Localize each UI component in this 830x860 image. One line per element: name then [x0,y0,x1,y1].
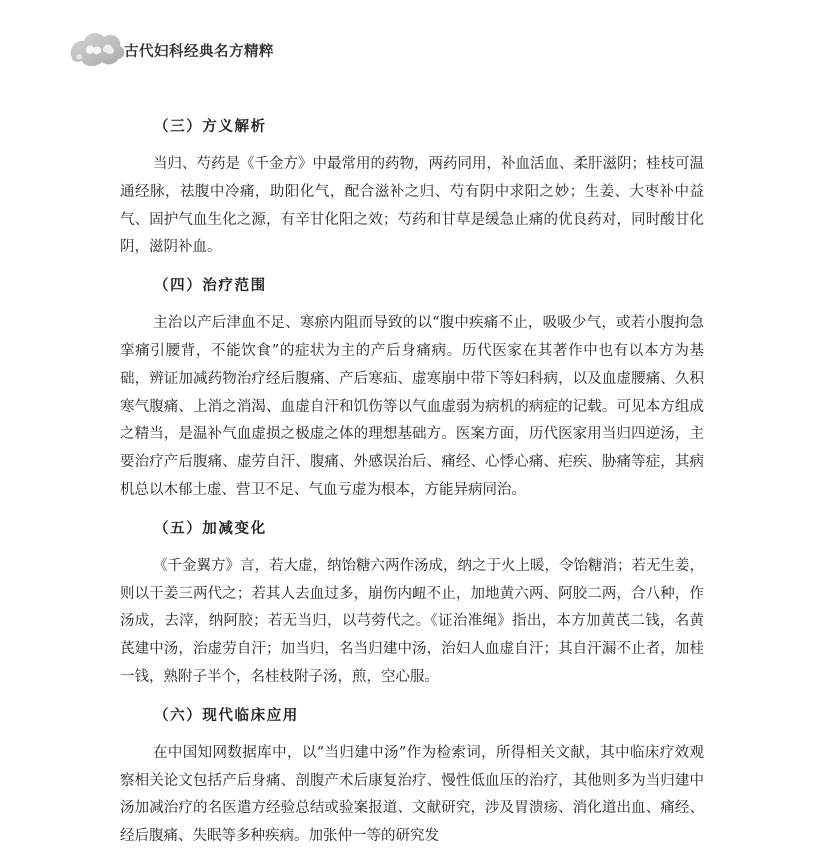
section-zhiliao-fanwei [120,270,704,505]
page-body [120,111,704,851]
section-fangyi-jiexi [120,111,704,262]
section-heading: （三）方义解析 [154,118,267,135]
section-jiajian-bianhua [120,513,704,692]
section-xiandai-linchuang [120,700,704,851]
section-heading: （六）现代临床应用 [154,706,299,724]
paragraph: 当归、芍药是《千金方》中最常用的药物，两药同用，补血活血、柔肝滋阴；桂枝可温通经脉，祛腹中冷痛，助阳化气，配合滋补之归、芍有阴中求阳之妙；生姜、大枣补中益气、固护气血生化之源，有辛甘化阳之效；芍药和甘草是缓急止痛的优良药对，同时酸甘化阴，滋阴补血。 [120,156,704,256]
page-header [66,28,466,74]
book-title: 古代妇科经典名方精粹 [124,44,274,60]
paragraph: 主治以产后津血不足、寒瘀内阻而导致的以“腹中疾痛不止，吸吸少气，或若小腹拘急挛痛引腰背，不能饮食”的症状为主的产后身痛病。历代医家在其著作中也有以本方为基础，辨证加减药物治疗经后腹痛、产后寒疝、虚寒崩中带下等妇科病，以及血虚腰痛、久积寒气腹痛、上消之消渴、血虚自汗和饥伤等以气血虚弱为病机的病症的记载。可见本方组成之精当，是温补气血虚损之极虚之体的理想基础方。医案方面，历代医家用当归四逆汤，主要治疗产后腹痛、虚劳自汗、腹痛、外感误治后、痛经、心悸心痛、疟疾、胁痛等症，其病机总以木郁土虚、营卫不足、气血亏虚为根本，方能异病同治。 [120,315,704,498]
section-heading: （四）治疗范围 [154,277,267,295]
section-heading: （五）加减变化 [154,519,267,537]
cloud-icon [66,28,130,74]
paragraph: 《千金翼方》言，若大虚，纳饴糖六两作汤成，纳之于火上暖，令饴糖消；若无生姜，则以干姜三两代之；若其人去血过多，崩伤内衄不止，加地黄六两、阿胶二两，合八种，作汤成，去滓，纳阿胶；若无当归，以芎䓖代之。《证治准绳》指出，本方加黄芪二钱，名黄芪建中汤，治虚劳自汗；加当归，名当归建中汤，治妇人血虚自汗；其自汗漏不止者，加桂一钱，熟附子半个，名桂枝附子汤，煎，空心服。 [120,557,704,685]
paragraph: 在中国知网数据库中，以“当归建中汤”作为检索词，所得相关文献，其中临床疗效观察相关论文包括产后身痛、剖腹产术后康复治疗、慢性低血压的治疗，其他则多为当归建中汤加减治疗的名医遣方经验总结或验案报道、文献研究，涉及胃溃疡、消化道出血、痛经、经后腹痛、失眠等多种疾病。加张仲一等的研究发 [120,744,704,845]
